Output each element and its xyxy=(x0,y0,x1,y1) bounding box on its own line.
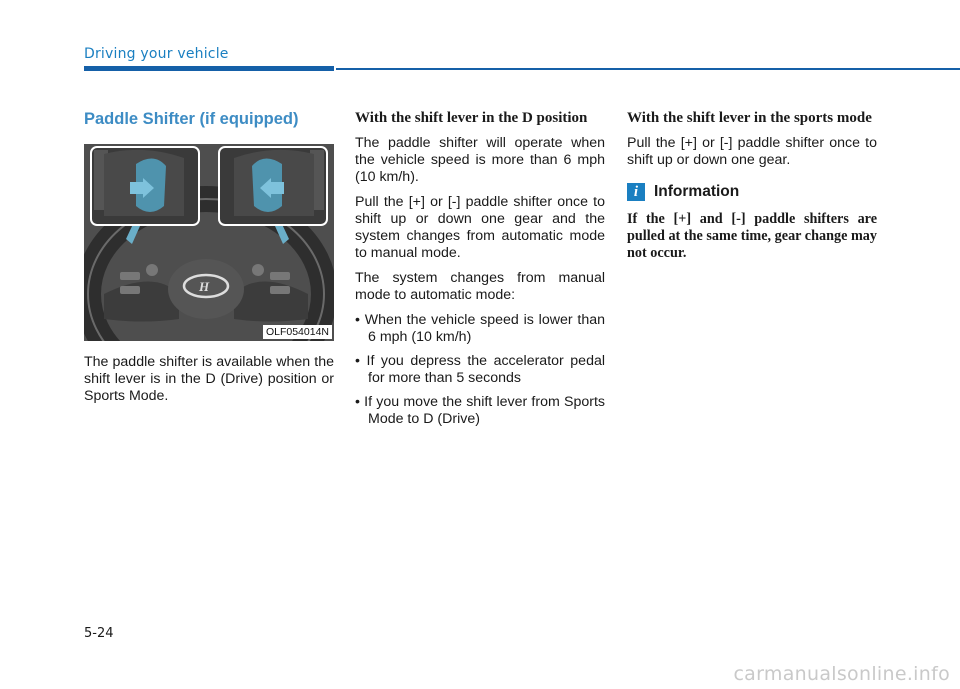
information-title: Information xyxy=(654,183,740,200)
paragraph-manual-to-auto: The system changes from manual mode to automatic mode: xyxy=(355,270,605,303)
subheading-sports-mode: With the shift lever in the sports mode xyxy=(627,110,872,126)
header-rule-thin xyxy=(336,68,960,70)
information-body: If the [+] and [-] paddle shifters are pulled at the same time, gear change may not occur. xyxy=(627,211,877,261)
list-item: • If you move the shift lever from Sports Mode to D (Drive) xyxy=(355,394,605,427)
column-right xyxy=(627,110,877,262)
section-heading: Paddle Shifter (if equipped) xyxy=(84,110,299,128)
page-number: 5-24 xyxy=(84,626,114,641)
paragraph-speed: The paddle shifter will operate when the vehicle speed is more than 6 mph (10 km/h). xyxy=(355,135,605,185)
subheading-d-position: With the shift lever in the D position xyxy=(355,110,588,126)
column-middle xyxy=(355,110,605,435)
paragraph-pull-paddle: Pull the [+] or [-] paddle shifter once to shift up or down one gear and the system changes from automatic mode to manual mode. xyxy=(355,194,605,261)
info-icon: i xyxy=(627,183,645,201)
conditions-list xyxy=(355,312,605,428)
svg-text:H: H xyxy=(199,279,210,294)
steering-wheel-illustration xyxy=(84,144,334,341)
column-left xyxy=(84,110,334,413)
intro-paragraph: The paddle shifter is available when the shift lever is in the D (Drive) position or Sports Mode. xyxy=(84,354,334,404)
header-rule-thick xyxy=(84,66,334,71)
paragraph-sports-pull: Pull the [+] or [-] paddle shifter once to shift up or down one gear. xyxy=(627,135,877,168)
watermark-text: carmanualsonline.info xyxy=(733,663,950,685)
information-header xyxy=(627,183,877,201)
list-item: • If you depress the accelerator pedal for more than 5 seconds xyxy=(355,353,605,386)
list-item: • When the vehicle speed is lower than 6 mph (10 km/h) xyxy=(355,312,605,345)
paddle-shifter-figure xyxy=(84,144,334,341)
figure-code-label: OLF054014N xyxy=(263,325,332,339)
section-header-title: Driving your vehicle xyxy=(84,46,229,62)
